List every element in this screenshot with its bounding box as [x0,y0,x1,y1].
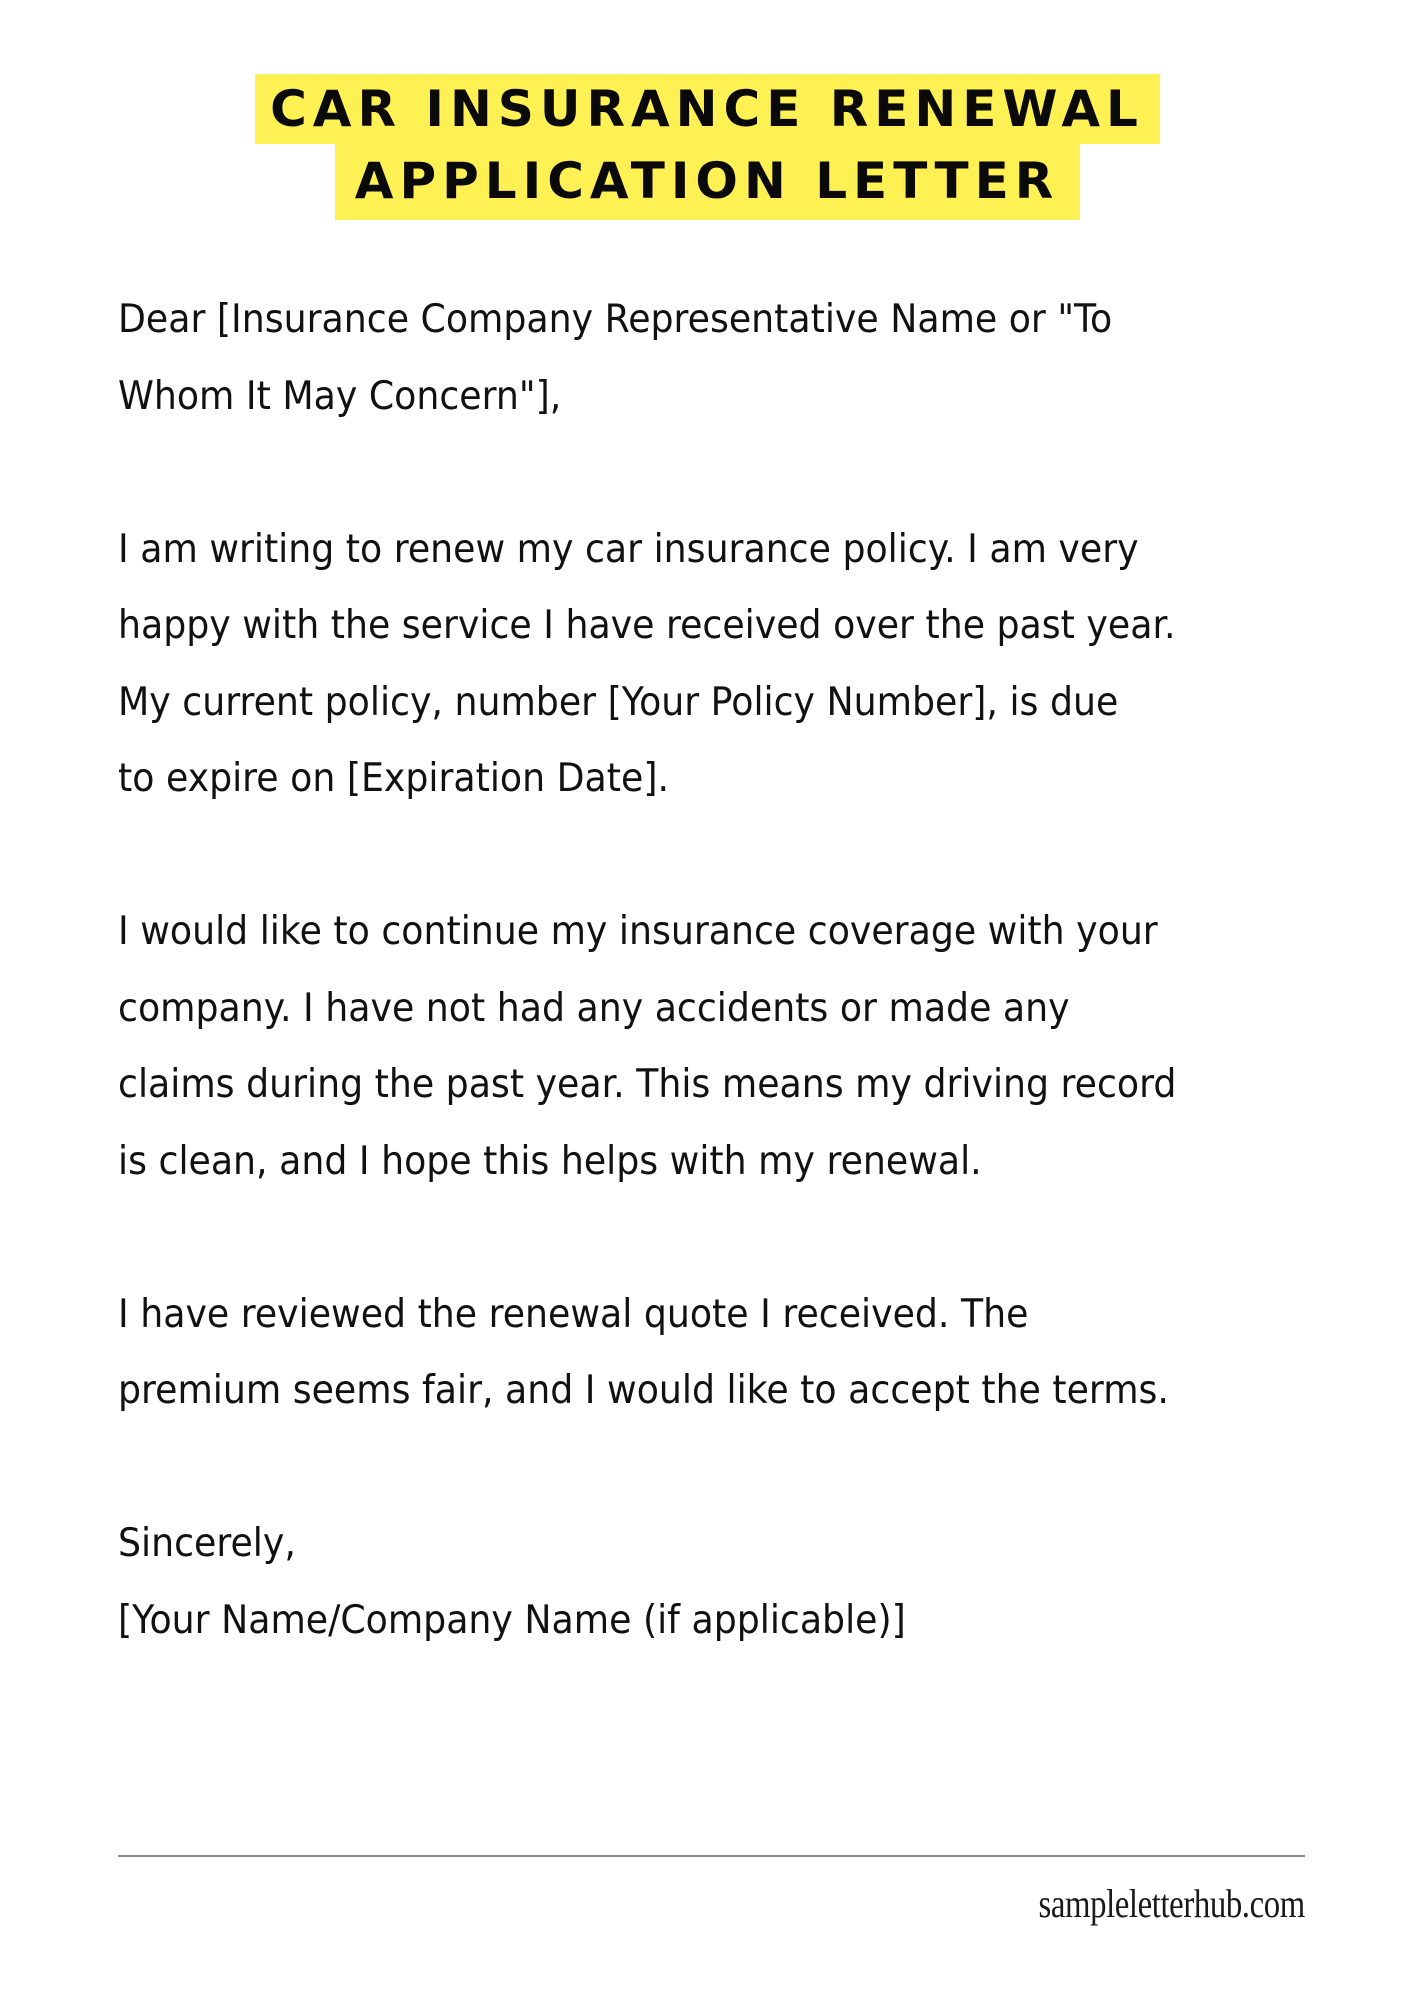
closing: Sincerely, [118,1521,296,1566]
paragraph-renewal-intro [118,512,1327,818]
paragraph-line: to expire on [Expiration Date]. [118,756,669,801]
paragraph-line: I have reviewed the renewal quote I received. The [118,1291,1029,1337]
paragraph-line: premium seems fair, and I would like to accept the terms. [118,1368,1169,1413]
title-line-1: CAR INSURANCE RENEWAL [255,74,1160,144]
paragraph-line: My current policy, number [Your Policy Number], is due [118,679,1119,725]
signature: [Your Name/Company Name (if applicable)] [118,1597,906,1643]
salutation-line: Dear [Insurance Company Representative Name or "To [118,297,1113,342]
paragraph-line: is clean, and I hope this helps with my renewal. [118,1138,982,1184]
title-line-2: APPLICATION LETTER [335,144,1080,220]
paragraph-line: claims during the past year. This means my driving record [118,1062,1177,1107]
salutation [118,282,1327,435]
footer-divider [118,1855,1305,1857]
closing-block [118,1506,1327,1659]
salutation-line: Whom It May Concern"], [118,373,562,419]
paragraph-line: company. I have not had any accidents or made any [118,985,1070,1031]
footer-site: sampleletterhub.com [1038,1881,1305,1926]
paragraph-line: happy with the service I have received over the past year. [118,603,1176,648]
paragraph-quote-acceptance [118,1277,1327,1430]
paragraph-line: I would like to continue my insurance coverage with your [118,909,1158,954]
letter-body [118,282,1327,1659]
paragraph-line: I am writing to renew my car insurance policy. I am very [118,526,1139,572]
letter-title [0,74,1414,220]
paragraph-driving-record [118,894,1327,1200]
